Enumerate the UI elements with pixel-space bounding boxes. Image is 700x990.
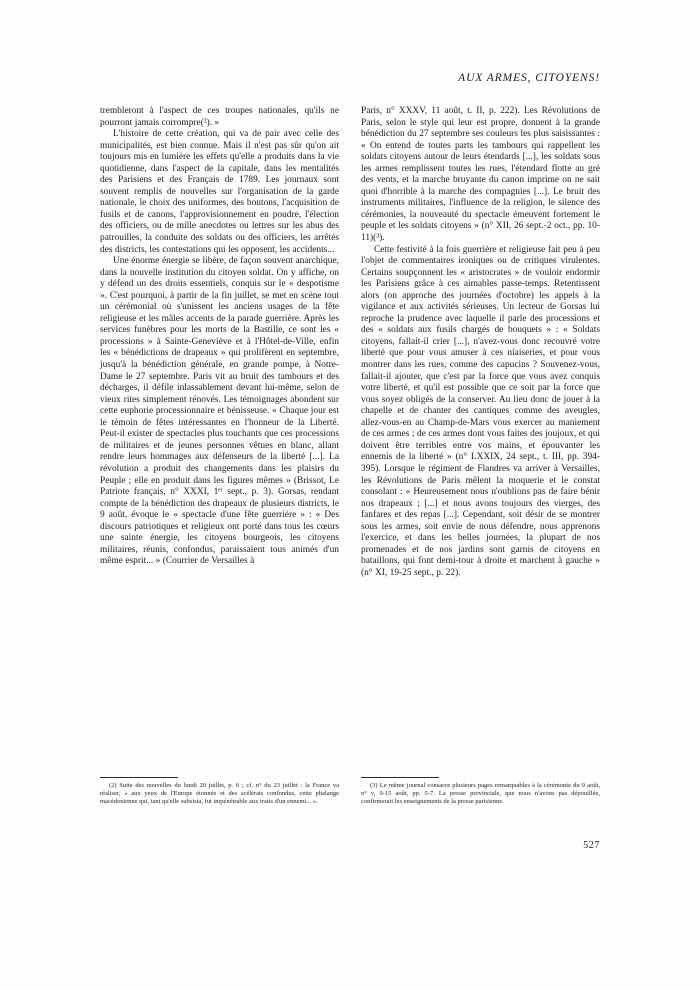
column-right xyxy=(361,106,600,579)
footnotes xyxy=(100,777,600,806)
paragraph: Cette festivité à la fois guerrière et religieuse fait peu à peu l'objet de commentaires ironiques ou de critiques virulentes. Certains soupçonnent les « aristocrates » de vouloir endormir les Parisiens grâce à ces aimables passe-temps. Retentissent alors (on approche des journées d'octobre) les appels à la vigilance et aux activités sérieuses. Un lecteur de Gorsas lui reproche la prudence avec laquelle il parle des processions et des « soldats aux fusils chargés de bouquets » : « Soldats citoyens, fallait-il crier [...], n'avez-vous donc recouvré votre liberté que pour vous amuser à ces niaiseries, et pour vous montrer dans les rues, comme des capucins ? Souvenez-vous, fallait-il ajouter, que c'est par la force que vous avez conquis votre liberté, et qu'il est possible que ce soit par la force que vous soyez obligés de la conserver. Au lieu donc de jouer à la chapelle et de chanter des cantiques comme des aveugles, allez-vous-en au Champ-de-Mars vous exercer au maniement de ces armes ; de ces armes dont vous faites des joujoux, et qui doivent être terribles entre vos mains, et épouvanter les ennemis de la liberté » (n° LXXIX, 24 sept., t. III, pp. 394-395). Lorsque le régiment de Flandres va arriver à Versailles, les Révolutions de Paris mêlent la moquerie et le constat consolant : « Heureusement nous n'oublions pas de faire bénir nos drapeaux ; [...] et nous avons toujours des vierges, des fanfares et des repas [...]. Cependant, soit désir de se montrer sous les armes, soit envie de nous défendre, nous apprenons l'exercice, et dans les belles journées, la plupart de nos promenades et de nos jardins sont garnis de citoyens en bataillons, qui font demi-tour à droite et marchent à gauche » (n° XI, 19-25 sept., p. 22). xyxy=(361,244,600,578)
footnote-column-right xyxy=(361,777,600,806)
running-head: AUX ARMES, CITOYENS! xyxy=(458,72,600,84)
footnote-separator-rule xyxy=(361,777,439,778)
column-left xyxy=(100,106,339,579)
paragraph: Paris, n° XXXV, 11 août, t. II, p. 222). Les Révolutions de Paris, selon le style qui leur est propre, donnent à la grande bénédiction du 27 septembre ses couleurs les plus saisissantes : « On entend de toutes parts les tambours qui rappellent les soldats citoyens autour de leurs étendards [...], les soldats sous les armes remplissent toutes les rues, l'étendard flotte au gré des vents, et la marche bruyante du canon imprime on ne sait quoi d'horrible à la marche des compagnies [...]. Le bruit des instruments militaires, l'influence de la religion, le silence des cérémonies, la nouveauté du spectacle émeuvent fortement le peuple et les soldats citoyens » (n° XII, 26 sept.-2 oct., pp. 10-11)(³). xyxy=(361,106,600,244)
body-columns xyxy=(100,106,600,579)
footnote-column-left xyxy=(100,777,339,806)
page-number: 527 xyxy=(583,840,600,851)
footnote-text: (3) Le même journal consacre plusieurs pages remarquables à la cérémonie du 9 août, n° v, 9-15 août, pp. 5-7. La presse provinciale, que nous n'avons pas dépouillée, confirmerait les enseignements de la presse parisienne. xyxy=(361,782,600,806)
footnote-separator-rule xyxy=(100,777,178,778)
paragraph: trembleront à l'aspect de ces troupes nationales, qu'ils ne pourront jamais corrompre(²). » xyxy=(100,106,339,128)
footnote-text: (2) Suite des nouvelles du lundi 20 juillet, p. 6 ; cf. n° du 23 juillet : la France va réaliser, « aux yeux de l'Europe étonnée et des scélérats confondus, cette phalange macédonienne qui, tant qu'elle subsista, fut impénétrable aux traits d'un ennemi... ». xyxy=(100,782,339,806)
paragraph: Une énorme énergie se libère, de façon souvent anarchique, dans la nouvelle institution du citoyen soldat. On y affiche, on y défend un des droits essentiels, conquis sur le « despotisme ». C'est pourquoi, à partir de la fin juillet, se met en scène tout un cérémonial où s'unissent les anciens usages de la fête religieuse et les mâles accents de la parade guerrière. Après les services funèbres pour les morts de la Bastille, ce sont les « processions » à Sainte-Geneviève et à l'Hôtel-de-Ville, enfin les « bénédictions de drapeaux » qui prolifèrent en septembre, jusqu'à la bénédiction générale, en grande pompe, à Notre-Dame le 27 septembre. Paris vit au bruit des tambours et des décharges, il défile inlassablement devant lui-même, selon de vieux rites simplement rénovés. Les témoignages abondent sur cette euphorie processionnaire et bénisseuse. « Chaque jour est le témoin de fêtes intéressantes en l'honneur de la Liberté. Peut-il exister de spectacles plus touchants que ces processions de militaires et de jeunes personnes vêtues en blanc, allant rendre leurs hommages aux défenseurs de la liberté [...]. La révolution a produit des changements dans les plaisirs du Peuple ; elle en produit dans les figures mêmes » (Brissot, Le Patriote français, n° XXXI, 1ᵉʳ sept., p. 3). Gorsas, rendant compte de la bénédiction des drapeaux de plusieurs districts, le 9 août, évoque le « spectacle d'une fête guerrière » : « Des discours patriotiques et religieux ont porté dans tous les cœurs une sainte énergie, les citoyens bourgeois, les citoyens militaires, réunis, confondus, paraissaient tous animés d'un même esprit... » (Courrier de Versailles à xyxy=(100,256,339,567)
paragraph: L'histoire de cette création, qui va de pair avec celle des municipalités, est bien connue. Mais il n'est pas sûr qu'on ait toujours mis en lumière les effets qu'elle a produits dans la vie quotidienne, dans l'aspect de la capitale, dans les mentalités des Parisiens et des Français de 1789. Les journaux sont souvent remplis de nouvelles sur l'organisation de la garde nationale, le choix des uniformes, des boutons, l'acquisition de fusils et de canons, l'approvisionnement en poudre, l'élection des officiers, ou de mille anecdotes ou lettres sur les abus des patrouilles, la conduite des soldats ou des officiers, les arrêtés des districts, les contestations qui les opposent, les accidents... xyxy=(100,129,339,255)
